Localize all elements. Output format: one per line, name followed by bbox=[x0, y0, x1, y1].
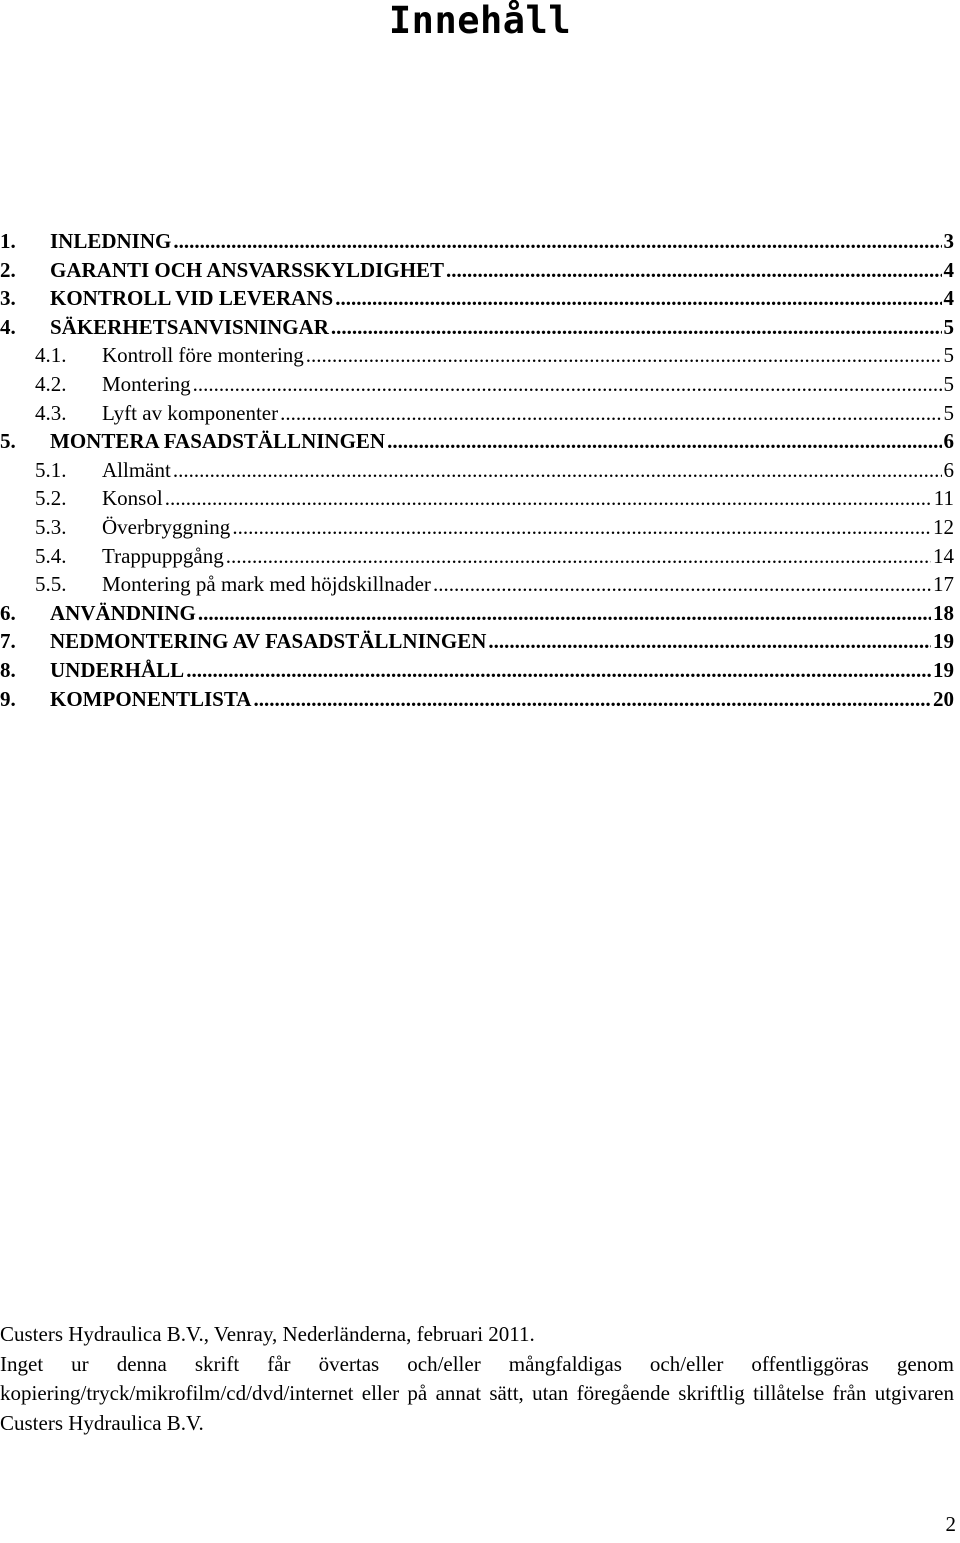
toc-entry-number: 5.2. bbox=[35, 486, 67, 511]
toc-dot-leader bbox=[253, 685, 931, 714]
toc-dot-leader bbox=[306, 341, 942, 370]
toc-entry[interactable] bbox=[0, 599, 954, 628]
toc-entry-title: Montering på mark med höjdskillnader bbox=[102, 572, 431, 597]
toc-entry-number: 2. bbox=[0, 257, 16, 282]
toc-entry-title: GARANTI OCH ANSVARSSKYLDIGHET bbox=[50, 257, 445, 282]
toc-entry-page: 3 bbox=[943, 229, 954, 253]
toc-entry[interactable] bbox=[0, 656, 954, 685]
footer bbox=[0, 1320, 954, 1438]
page-title: Innehåll bbox=[388, 0, 572, 42]
toc-entry-title: KOMPONENTLISTA bbox=[50, 686, 252, 711]
toc-entry-page: 19 bbox=[933, 657, 954, 682]
toc-entry-number: 6. bbox=[0, 600, 16, 625]
toc-dot-leader bbox=[232, 513, 931, 542]
toc-entry-number: 9. bbox=[0, 686, 16, 711]
toc-entry-page: 14 bbox=[933, 543, 954, 568]
toc-dot-leader bbox=[433, 570, 931, 599]
toc-entry-page: 5 bbox=[943, 400, 954, 425]
toc-entry-page: 4 bbox=[943, 257, 954, 282]
page-number: 2 bbox=[945, 1512, 956, 1536]
toc-entry[interactable] bbox=[0, 542, 954, 571]
toc-entry-number: 5.1. bbox=[35, 457, 67, 482]
toc-entry[interactable] bbox=[0, 399, 954, 428]
toc-entry[interactable] bbox=[0, 627, 954, 656]
toc-entry-page: 4 bbox=[943, 286, 954, 311]
toc-entry-number: 1. bbox=[0, 229, 16, 253]
toc-entry-title: Konsol bbox=[102, 486, 163, 511]
toc-entry[interactable] bbox=[0, 284, 954, 313]
toc-entry[interactable] bbox=[0, 370, 954, 399]
toc-entry-page: 11 bbox=[933, 486, 954, 511]
toc-entry-number: 4.1. bbox=[35, 343, 67, 368]
toc-entry[interactable] bbox=[0, 427, 954, 456]
toc-entry-title: Kontroll före montering bbox=[102, 343, 304, 368]
toc-entry-title: Överbryggning bbox=[102, 514, 231, 539]
toc-entry-number: 3. bbox=[0, 286, 16, 311]
toc-entry-page: 5 bbox=[943, 371, 954, 396]
toc-dot-leader bbox=[446, 256, 941, 285]
toc-entry-title: SÄKERHETSANVISNINGAR bbox=[50, 314, 329, 339]
toc-entry[interactable] bbox=[0, 256, 954, 285]
toc-entry-number: 5.5. bbox=[35, 572, 67, 597]
toc-entry[interactable] bbox=[0, 227, 954, 256]
toc-entry[interactable] bbox=[0, 313, 954, 342]
toc-entry-number: 4.3. bbox=[35, 400, 67, 425]
toc-dot-leader bbox=[488, 627, 931, 656]
publisher-line: Custers Hydraulica B.V., Venray, Nederländerna, februari 2011. bbox=[0, 1322, 535, 1346]
toc-dot-leader bbox=[165, 484, 932, 513]
toc-dot-leader bbox=[186, 656, 931, 685]
toc-dot-leader bbox=[387, 427, 941, 456]
toc-entry[interactable] bbox=[0, 570, 954, 599]
toc-dot-leader bbox=[226, 542, 931, 571]
toc-entry[interactable] bbox=[0, 513, 954, 542]
toc-entry[interactable] bbox=[0, 685, 954, 714]
table-of-contents bbox=[0, 227, 954, 713]
toc-entry-page: 6 bbox=[943, 429, 954, 454]
toc-entry-number: 5. bbox=[0, 429, 16, 454]
toc-entry[interactable] bbox=[0, 456, 954, 485]
toc-dot-leader bbox=[280, 399, 941, 428]
toc-entry[interactable] bbox=[0, 484, 954, 513]
toc-entry-title: NEDMONTERING AV FASADSTÄLLNINGEN bbox=[50, 629, 487, 654]
toc-entry-page: 18 bbox=[933, 600, 954, 625]
toc-entry-page: 17 bbox=[933, 572, 954, 597]
toc-entry-title: INLEDNING bbox=[50, 229, 172, 253]
toc-entry-number: 7. bbox=[0, 629, 16, 654]
toc-entry-page: 5 bbox=[943, 343, 954, 368]
toc-entry-page: 6 bbox=[943, 457, 954, 482]
toc-entry-title: Lyft av komponenter bbox=[102, 400, 279, 425]
toc-entry-number: 5.4. bbox=[35, 543, 67, 568]
toc-entry-page: 20 bbox=[933, 686, 954, 711]
toc-entry-number: 4.2. bbox=[35, 371, 67, 396]
toc-dot-leader bbox=[198, 599, 931, 628]
toc-entry-title: Trappuppgång bbox=[102, 543, 224, 568]
toc-dot-leader bbox=[173, 227, 941, 256]
copyright-notice: Inget ur denna skrift får övertas och/eller mångfaldigas och/eller offentliggöras genom kopiering/tryck/mikrofilm/cd/dvd/internet eller på annat sätt, utan föregående skriftlig tillåtelse från utgivaren Custers Hydraulica B.V. bbox=[0, 1351, 954, 1435]
toc-entry-title: ANVÄNDNING bbox=[50, 600, 196, 625]
toc-dot-leader bbox=[193, 370, 942, 399]
toc-entry-title: Montering bbox=[102, 371, 191, 396]
toc-entry-page: 5 bbox=[943, 314, 954, 339]
toc-entry-title: MONTERA FASADSTÄLLNINGEN bbox=[50, 429, 386, 454]
toc-entry-page: 12 bbox=[933, 514, 954, 539]
toc-entry-page: 19 bbox=[933, 629, 954, 654]
toc-entry-title: UNDERHÅLL bbox=[50, 657, 185, 682]
toc-entry-title: Allmänt bbox=[102, 457, 171, 482]
toc-entry[interactable] bbox=[0, 341, 954, 370]
toc-entry-number: 8. bbox=[0, 657, 16, 682]
toc-entry-number: 5.3. bbox=[35, 514, 67, 539]
toc-entry-number: 4. bbox=[0, 314, 16, 339]
toc-dot-leader bbox=[331, 313, 942, 342]
toc-dot-leader bbox=[335, 284, 941, 313]
toc-entry-title: KONTROLL VID LEVERANS bbox=[50, 286, 334, 311]
toc-dot-leader bbox=[173, 456, 942, 485]
